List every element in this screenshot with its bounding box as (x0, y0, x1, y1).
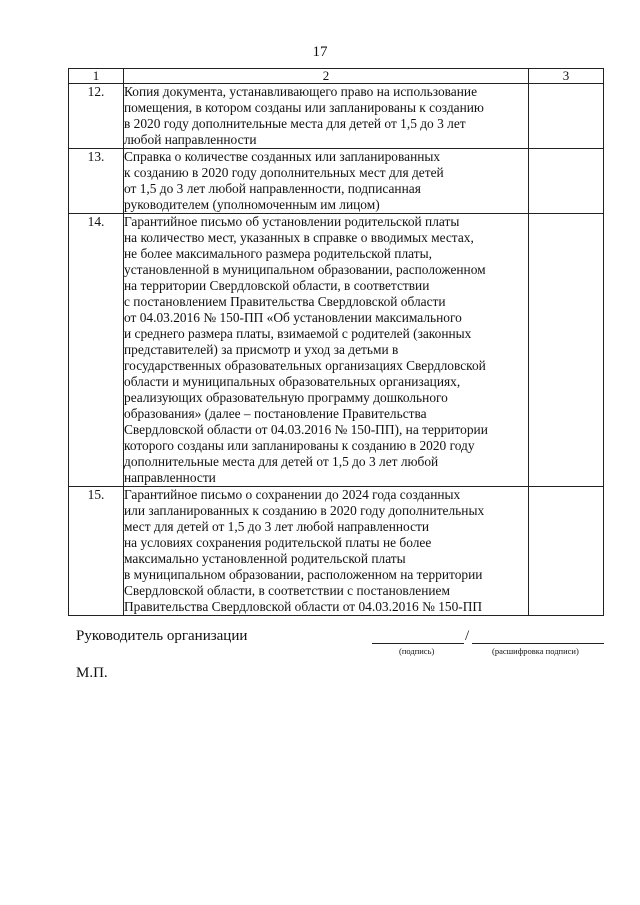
row-number: 12. (69, 84, 124, 149)
description-line: на территории Свердловской области, в соответствии (124, 278, 430, 293)
signature-line (372, 643, 464, 644)
description-line: Гарантийное письмо о сохранении до 2024 года созданных (124, 487, 461, 502)
stamp-label: М.П. (76, 665, 108, 681)
description-line: любой направленности (124, 132, 257, 147)
description-line: которого созданы или запланированы к созданию в 2020 году (124, 438, 475, 453)
signature-label: Руководитель организации (76, 628, 248, 644)
signature-decoding-caption: (расшифровка подписи) (492, 646, 579, 656)
column-header-number: 1 (69, 69, 124, 84)
row-number: 13. (69, 149, 124, 214)
page-number: 17 (312, 44, 328, 60)
description-line: и среднего размера платы, взимаемой с родителей (законных (124, 326, 472, 341)
row-number: 14. (69, 214, 124, 487)
description-line: от 04.03.2016 № 150-ПП «Об установлении максимального (124, 310, 462, 325)
row-document-description (124, 487, 529, 616)
description-line: не более максимального размера родительской платы, (124, 246, 432, 261)
description-line: Гарантийное письмо об установлении родительской платы (124, 214, 460, 229)
signature-separator: / (465, 628, 470, 644)
description-line: помещения, в котором созданы или запланированы к созданию (124, 100, 484, 115)
table-body (69, 84, 604, 616)
description-line: к созданию в 2020 году дополнительных мест для детей (124, 165, 444, 180)
table-row (69, 487, 604, 616)
description-line: Свердловской области от 04.03.2016 № 150-ПП), на территории (124, 422, 488, 437)
description-line: государственных образовательных организациях Свердловской (124, 358, 486, 373)
description-line: от 1,5 до 3 лет любой направленности, подписанная (124, 181, 421, 196)
signature-decoding-line (472, 643, 604, 644)
row-document-description (124, 214, 529, 487)
description-line: реализующих образовательную программу дошкольного (124, 390, 448, 405)
table-row (69, 214, 604, 487)
description-line: представителей) за присмотр и уход за детьми в (124, 342, 399, 357)
table-header-row (69, 69, 604, 84)
description-line: максимально установленной родительской платы (124, 551, 406, 566)
description-line: в 2020 году дополнительные места для детей от 1,5 до 3 лет (124, 116, 466, 131)
signature-caption: (подпись) (399, 646, 435, 656)
row-note-cell (529, 487, 604, 616)
description-line: в муниципальном образовании, расположенном на территории (124, 567, 483, 582)
description-line: руководителем (уполномоченным им лицом) (124, 197, 380, 212)
row-note-cell (529, 84, 604, 149)
description-line: с постановлением Правительства Свердловской области (124, 294, 446, 309)
description-line: направленности (124, 470, 216, 485)
description-line: мест для детей от 1,5 до 3 лет любой направленности (124, 519, 430, 534)
description-line: Правительства Свердловской области от 04.03.2016 № 150-ПП (124, 599, 483, 614)
requirements-table (68, 68, 604, 616)
column-header-note: 3 (529, 69, 604, 84)
description-line: Свердловской области, в соответствии с постановлением (124, 583, 450, 598)
description-line: Копия документа, устанавливающего право на использование (124, 84, 478, 99)
table-row (69, 84, 604, 149)
row-note-cell (529, 214, 604, 487)
description-line: установленной в муниципальном образовании, расположенном (124, 262, 486, 277)
description-line: на условиях сохранения родительской платы не более (124, 535, 432, 550)
row-number: 15. (69, 487, 124, 616)
table-row (69, 149, 604, 214)
description-line: на количество мест, указанных в справке о вводимых местах, (124, 230, 474, 245)
description-line: Справка о количестве созданных или запланированных (124, 149, 441, 164)
description-line: области и муниципальных образовательных организациях, (124, 374, 461, 389)
description-line: образования» (далее – постановление Правительства (124, 406, 427, 421)
row-document-description (124, 149, 529, 214)
column-header-document: 2 (124, 69, 529, 84)
row-note-cell (529, 149, 604, 214)
description-line: дополнительные места для детей от 1,5 до 3 лет любой (124, 454, 439, 469)
row-document-description (124, 84, 529, 149)
description-line: или запланированных к созданию в 2020 году дополнительных (124, 503, 485, 518)
